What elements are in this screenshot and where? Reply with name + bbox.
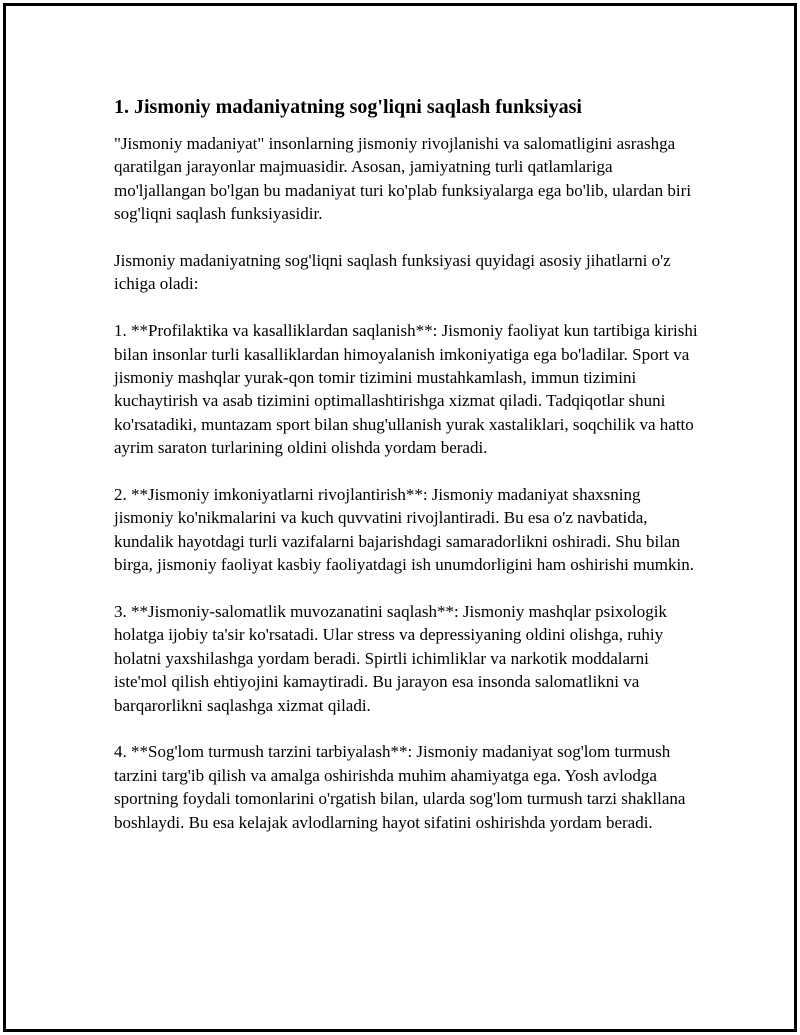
document-body [114, 94, 698, 858]
paragraph-item-2: 2. **Jismoniy imkoniyatlarni rivojlantirish**: Jismoniy madaniyat shaxsning jismoniy ko'nikmalarini va kuch quvvatini rivojlantiradi. Bu esa o'z navbatida, kundalik hayotdagi turli vazifalarni bajarishdagi samaradorlikni oshiradi. Shu bilan birga, jismoniy faoliyat kasbiy faoliyatdagi ish unumdorligini ham oshirishi mumkin. [114, 485, 694, 575]
paragraph-item-1: 1. **Profilaktika va kasalliklardan saqlanish**: Jismoniy faoliyat kun tartibiga kirishi bilan insonlar turli kasalliklardan himoyalanish imkoniyatiga ega bo'ladilar. Sport va jismoniy mashqlar yurak-qon tomir tizimini mustahkamlash, immun tizimini kuchaytirish va asab tizimini optimallashtirishga xizmat qiladi. Tadqiqotlar shuni ko'rsatadiki, muntazam sport bilan shug'ullanish yurak xastaliklari, soqchilik va hatto ayrim saraton turlarining oldini olishda yordam beradi. [114, 321, 698, 458]
paragraph-intro: "Jismoniy madaniyat" insonlarning jismoniy rivojlanishi va salomatligini asrashga qaratilgan jarayonlar majmuasidir. Asosan, jamiyatning turli qatlamlariga mo'ljallangan bo'lgan bu madaniyat turi ko'plab funksiyalarga ega bo'lib, ulardan biri sog'liqni saqlash funksiyasidir. [114, 134, 692, 224]
paragraph-item-3: 3. **Jismoniy-salomatlik muvozanatini saqlash**: Jismoniy mashqlar psixologik holatga ijobiy ta'sir ko'rsatadi. Ular stress va depressiyaning oldini olishga, ruhiy holatni yaxshilashga yordam beradi. Spirtli ichimliklar va narkotik moddalarni iste'mol qilish ehtiyojini kamaytiradi. Bu jarayon esa insonda salomatlikni va barqarorlikni saqlashga xizmat qiladi. [114, 602, 667, 715]
paragraph-item-4: 4. **Sog'lom turmush tarzini tarbiyalash**: Jismoniy madaniyat sog'lom turmush tarzini targ'ib qilish va amalga oshirishda muhim ahamiyatga ega. Yosh avlodga sportning foydali tomonlarini o'rgatish bilan, ularda sog'lom turmush tarzi shakllana boshlaydi. Bu esa kelajak avlodlarning hayot sifatini oshirishda yordam beradi. [114, 742, 686, 832]
paragraph-aspects-lead: Jismoniy madaniyatning sog'liqni saqlash funksiyasi quyidagi asosiy jihatlarni o'z ichiga oladi: [114, 251, 671, 294]
document-title: 1. Jismoniy madaniyatning sog'liqni saqlash funksiyasi [114, 96, 582, 118]
